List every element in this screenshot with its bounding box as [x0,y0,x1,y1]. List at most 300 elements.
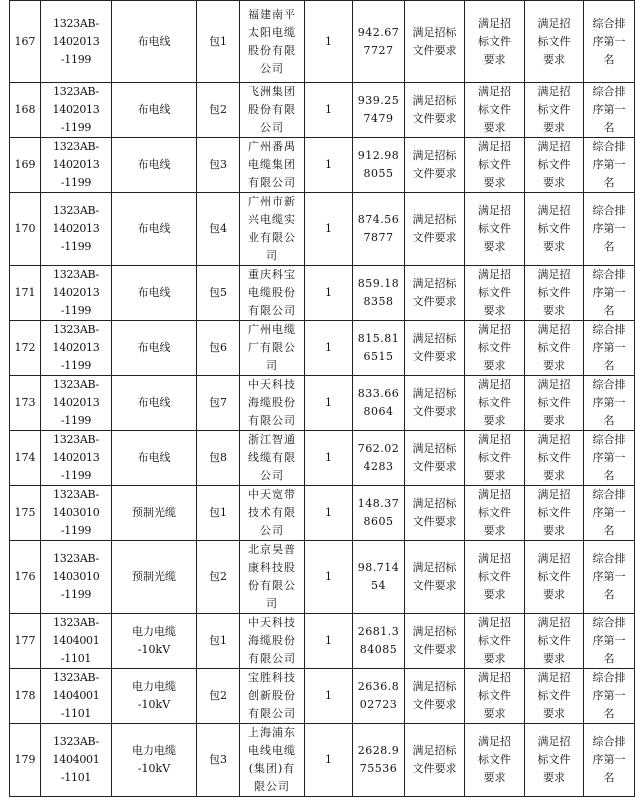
vendor-cell [240,1,305,83]
bid-price-cell-line: 762.02 [357,442,400,455]
rank-cell-line: 综合排 [592,323,626,336]
package-cell: 包8 [197,431,240,486]
qualification-cell-line: 满足招标 [412,25,457,39]
rank-cell-line: 名 [603,469,615,482]
commercial-cell-line: 要求 [543,524,565,537]
qualification-cell [405,321,465,376]
commercial-cell-line: 标文件 [537,222,571,235]
material-code-cell [41,193,112,266]
rank-cell-line: 序第一 [592,286,626,299]
vendor-cell-line: 重庆科宝 [248,268,296,281]
material-code-cell-line: 1323AB- [53,323,99,336]
table-row [10,376,635,431]
technical-cell-line: 满足招 [478,488,511,501]
material-name-cell [112,431,197,486]
package-cell: 包2 [197,669,240,724]
rank-cell-line: 序第一 [592,158,626,171]
material-code-cell-line: -1199 [60,588,92,601]
vendor-cell-line: 公司 [260,469,284,482]
bid-price-cell [353,83,405,138]
bid-price-cell [353,486,405,541]
quantity-cell: 1 [305,138,353,193]
technical-cell [465,83,525,138]
technical-cell-line: 满足招 [478,433,511,446]
material-code-cell-line: -1199 [60,176,92,189]
commercial-cell [525,724,584,797]
material-code-cell [41,669,112,724]
bid-price-cell [353,138,405,193]
quantity-cell: 1 [305,541,353,614]
qualification-cell [405,83,465,138]
vendor-cell-line: 份有限公 [248,579,296,592]
vendor-cell-line: 公司 [260,524,284,537]
bid-price-cell [353,1,405,83]
material-name-cell-line: 电力电缆 [132,625,176,638]
technical-cell-line: 要求 [483,359,506,372]
vendor-cell-line: 业有限公 [248,231,296,244]
bid-price-cell-line: 02723 [359,698,398,711]
vendor-cell [240,138,305,193]
vendor-cell-line: 电线电缆 [248,744,296,757]
qualification-cell-line: 文件要求 [412,515,457,528]
material-code-cell-line: 1323AB- [53,433,99,446]
vendor-cell-line: 公司 [260,121,284,134]
rank-cell-line: 名 [603,588,615,601]
material-code-cell-line: -1199 [60,121,92,134]
commercial-cell-line: 满足招 [537,735,571,748]
material-code-cell-line: 1323AB- [53,16,99,30]
quantity-cell: 1 [305,83,353,138]
table-row [10,321,635,376]
material-code-cell-line: 1323AB- [53,552,99,565]
row-number-cell: 178 [10,669,41,724]
material-code-cell [41,1,112,83]
material-name-cell-line: 预制光缆 [132,506,176,519]
material-code-cell-line: 1402013 [52,34,100,48]
material-code-cell-line: -1199 [60,414,92,427]
material-code-cell-line: -1101 [60,652,92,665]
technical-cell-line: 标文件 [478,341,511,354]
rank-cell-line: 序第一 [592,506,626,519]
package-cell: 包5 [197,266,240,321]
vendor-cell-line: 电缆集团 [248,158,296,171]
qualification-cell-line: 文件要求 [412,43,457,57]
rank-cell-line: 综合排 [592,488,626,501]
commercial-cell-line: 满足招 [537,378,571,391]
material-name-cell [112,669,197,724]
technical-cell-line: 满足招 [478,616,511,629]
rank-cell-line: 综合排 [592,552,626,565]
table-row [10,431,635,486]
material-code-cell-line: 1402013 [52,158,100,171]
row-number-cell: 170 [10,193,41,266]
table-row [10,266,635,321]
technical-cell-line: 标文件 [478,158,511,171]
rank-cell-line: 序第一 [592,689,626,702]
quantity-cell: 1 [305,486,353,541]
technical-cell-line: 标文件 [478,451,511,464]
bid-price-cell-line: 815.81 [357,332,400,345]
qualification-cell-line: 满足招标 [412,387,457,400]
row-number-cell: 174 [10,431,41,486]
material-code-cell [41,321,112,376]
qualification-cell [405,486,465,541]
row-number-cell: 173 [10,376,41,431]
bid-price-cell-line: 8064 [363,405,394,418]
vendor-cell-line: 技术有限 [248,506,296,519]
commercial-cell-line: 要求 [543,707,565,720]
qualification-cell-line: 满足招标 [412,149,457,162]
material-code-cell [41,138,112,193]
bid-price-cell [353,193,405,266]
commercial-cell-line: 要求 [543,240,565,253]
quantity-cell: 1 [305,431,353,486]
rank-cell [584,83,635,138]
qualification-cell [405,193,465,266]
vendor-cell-line: 厂有限公 [248,341,296,354]
material-code-cell [41,83,112,138]
qualification-cell-line: 文件要求 [412,112,457,125]
commercial-cell [525,138,584,193]
vendor-cell [240,266,305,321]
row-number-cell: 176 [10,541,41,614]
rank-cell-line: 序第一 [592,103,626,116]
vendor-cell-line: 电缆股份 [248,286,296,299]
bid-price-cell-line: 912.98 [357,149,400,162]
bid-price-cell-line: 4283 [363,460,394,473]
bid-price-cell-line: 833.66 [357,387,400,400]
commercial-cell [525,376,584,431]
material-name-cell [112,614,197,669]
material-code-cell-line: 1402013 [52,222,100,235]
material-code-cell-line: 1323AB- [53,204,99,217]
rank-cell-line: 综合排 [592,735,626,748]
technical-cell-line: 要求 [483,524,506,537]
commercial-cell [525,431,584,486]
qualification-cell-line: 满足招标 [412,625,457,638]
package-cell: 包7 [197,376,240,431]
bid-price-cell-line: 2628.9 [357,744,400,757]
technical-cell [465,431,525,486]
qualification-cell-line: 文件要求 [412,579,457,592]
qualification-cell [405,431,465,486]
row-number-cell: 175 [10,486,41,541]
row-number-cell: 179 [10,724,41,797]
vendor-cell-line: 福建南平 [248,7,296,21]
technical-cell-line: 满足招 [478,552,511,565]
commercial-cell [525,266,584,321]
qualification-cell-line: 满足招标 [412,744,457,757]
commercial-cell-line: 标文件 [537,506,571,519]
commercial-cell [525,614,584,669]
rank-cell-line: 综合排 [592,204,626,217]
material-name-cell-line: -10kV [137,762,171,775]
vendor-cell-line: 有限公司 [248,707,296,720]
material-code-cell [41,266,112,321]
material-code-cell-line: -1101 [60,771,92,784]
quantity-cell: 1 [305,266,353,321]
qualification-cell-line: 文件要求 [412,231,457,244]
rank-cell-line: 序第一 [592,222,626,235]
technical-cell-line: 标文件 [478,103,511,116]
material-name-cell-line: 布电线 [137,222,171,235]
vendor-cell [240,431,305,486]
commercial-cell-line: 满足招 [537,204,571,217]
material-name-cell-line: -10kV [137,643,171,656]
vendor-cell [240,541,305,614]
bid-price-cell [353,541,405,614]
bid-price-cell-line: 7877 [363,231,394,244]
table-row [10,541,635,614]
commercial-cell-line: 标文件 [537,341,571,354]
package-cell: 包4 [197,193,240,266]
vendor-cell-line: 股份有限 [248,43,296,57]
rank-cell-line: 综合排 [592,378,626,391]
rank-cell-line: 名 [603,52,615,66]
table-row [10,1,635,83]
vendor-cell-line: 有限公司 [248,176,296,189]
rank-cell [584,541,635,614]
technical-cell-line: 要求 [483,240,506,253]
qualification-cell-line: 文件要求 [412,167,457,180]
rank-cell-line: 序第一 [592,753,626,766]
commercial-cell-line: 标文件 [537,34,571,48]
material-name-cell-line: 电力电缆 [132,680,176,693]
commercial-cell-line: 要求 [543,588,565,601]
qualification-cell-line: 满足招标 [412,680,457,693]
qualification-cell-line: 文件要求 [412,762,457,775]
commercial-cell-line: 标文件 [537,396,571,409]
technical-cell [465,614,525,669]
material-name-cell [112,138,197,193]
bid-price-cell [353,724,405,797]
rank-cell-line: 名 [603,414,615,427]
vendor-cell-line: 中天科技 [248,378,296,391]
technical-cell [465,193,525,266]
commercial-cell-line: 要求 [543,469,565,482]
table-row [10,614,635,669]
technical-cell [465,669,525,724]
vendor-cell-line: 创新股份 [248,689,296,702]
bid-price-cell [353,431,405,486]
qualification-cell-line: 满足招标 [412,561,457,574]
technical-cell-line: 要求 [483,707,506,720]
vendor-cell-line: 中天宽带 [248,488,296,501]
vendor-cell [240,193,305,266]
material-code-cell-line: 1404001 [52,689,100,702]
vendor-cell [240,724,305,797]
technical-cell-line: 要求 [483,469,506,482]
material-name-cell-line: 电力电缆 [132,744,176,757]
qualification-cell-line: 满足招标 [412,332,457,345]
bid-price-cell-line: 98.714 [357,561,400,574]
commercial-cell-line: 要求 [543,176,565,189]
technical-cell-line: 满足招 [478,16,511,30]
table-row [10,486,635,541]
table-row [10,83,635,138]
qualification-cell [405,614,465,669]
commercial-cell-line: 满足招 [537,16,571,30]
technical-cell-line: 标文件 [478,286,511,299]
technical-cell [465,541,525,614]
technical-cell-line: 满足招 [478,85,511,98]
material-code-cell-line: -1199 [60,469,92,482]
qualification-cell [405,1,465,83]
bid-price-cell-line: 859.18 [357,277,400,290]
vendor-cell-line: 海缆股份 [248,634,296,647]
package-cell: 包3 [197,138,240,193]
bid-price-cell-line: 2636.8 [357,680,400,693]
rank-cell-line: 综合排 [592,616,626,629]
commercial-cell-line: 满足招 [537,488,571,501]
commercial-cell-line: 标文件 [537,570,571,583]
vendor-cell-line: 广州市新 [248,195,296,208]
technical-cell-line: 标文件 [478,34,511,48]
technical-cell-line: 标文件 [478,689,511,702]
vendor-cell-line: 中天科技 [248,616,296,629]
material-code-cell-line: 1404001 [52,634,100,647]
row-number-cell: 169 [10,138,41,193]
material-name-cell [112,486,197,541]
material-code-cell-line: 1323AB- [53,378,99,391]
rank-cell-line: 序第一 [592,396,626,409]
package-cell: 包6 [197,321,240,376]
material-name-cell [112,83,197,138]
commercial-cell [525,486,584,541]
quantity-cell: 1 [305,724,353,797]
qualification-cell [405,376,465,431]
commercial-cell-line: 标文件 [537,286,571,299]
vendor-cell-line: 兴电缆实 [248,213,296,226]
commercial-cell [525,83,584,138]
rank-cell [584,193,635,266]
bid-price-cell-line: 942.67 [357,25,400,39]
qualification-cell-line: 满足招标 [412,277,457,290]
commercial-cell-line: 要求 [543,414,565,427]
material-name-cell [112,193,197,266]
technical-cell-line: 满足招 [478,735,511,748]
qualification-cell-line: 文件要求 [412,350,457,363]
rank-cell [584,138,635,193]
bid-price-cell-line: 6515 [363,350,394,363]
commercial-cell-line: 标文件 [537,158,571,171]
technical-cell-line: 要求 [483,304,506,317]
technical-cell-line: 满足招 [478,204,511,217]
bid-price-cell [353,614,405,669]
technical-cell-line: 要求 [483,52,506,66]
vendor-cell-line: 北京昊普 [248,543,296,556]
qualification-cell-line: 满足招标 [412,94,457,107]
bid-price-cell [353,321,405,376]
commercial-cell-line: 要求 [543,304,565,317]
quantity-cell: 1 [305,193,353,266]
commercial-cell-line: 标文件 [537,451,571,464]
vendor-cell [240,486,305,541]
material-code-cell-line: 1323AB- [53,488,99,501]
material-code-cell [41,486,112,541]
quantity-cell: 1 [305,321,353,376]
rank-cell [584,431,635,486]
row-number-cell: 172 [10,321,41,376]
material-code-cell-line: -1199 [60,359,92,372]
qualification-cell-line: 满足招标 [412,213,457,226]
material-code-cell-line: 1402013 [52,286,100,299]
vendor-cell-line: 司 [266,597,278,610]
material-name-cell-line: 预制光缆 [132,570,176,583]
technical-cell [465,266,525,321]
material-code-cell-line: 1402013 [52,341,100,354]
bid-price-cell-line: 8605 [363,515,394,528]
commercial-cell-line: 标文件 [537,689,571,702]
technical-cell-line: 要求 [483,588,506,601]
qualification-cell-line: 文件要求 [412,698,457,711]
rank-cell-line: 名 [603,240,615,253]
qualification-cell-line: 文件要求 [412,643,457,656]
rank-cell-line: 综合排 [592,16,626,30]
technical-cell-line: 要求 [483,176,506,189]
material-code-cell [41,724,112,797]
table-row [10,669,635,724]
material-code-cell [41,431,112,486]
technical-cell [465,376,525,431]
technical-cell [465,724,525,797]
rank-cell-line: 序第一 [592,570,626,583]
vendor-cell-line: 上海浦东 [248,726,296,739]
rank-cell-line: 综合排 [592,268,626,281]
vendor-cell-line: 有限公司 [248,414,296,427]
material-code-cell-line: 1403010 [52,506,100,519]
qualification-cell [405,541,465,614]
rank-cell-line: 名 [603,707,615,720]
rank-cell [584,376,635,431]
technical-cell-line: 满足招 [478,378,511,391]
technical-cell-line: 标文件 [478,570,511,583]
technical-cell [465,486,525,541]
technical-cell-line: 满足招 [478,671,511,684]
package-cell: 包3 [197,724,240,797]
vendor-cell-line: (集团)有 [248,762,296,775]
qualification-cell-line: 文件要求 [412,295,457,308]
commercial-cell-line: 要求 [543,121,565,134]
technical-cell-line: 满足招 [478,140,511,153]
material-name-cell [112,1,197,83]
quantity-cell: 1 [305,669,353,724]
commercial-cell [525,669,584,724]
package-cell: 包1 [197,614,240,669]
material-code-cell-line: 1403010 [52,570,100,583]
vendor-cell [240,376,305,431]
rank-cell [584,321,635,376]
row-number-cell: 171 [10,266,41,321]
technical-cell [465,1,525,83]
rank-cell-line: 序第一 [592,634,626,647]
bid-price-cell-line: 874.56 [357,213,400,226]
row-number-cell: 177 [10,614,41,669]
vendor-cell [240,321,305,376]
technical-cell-line: 满足招 [478,323,511,336]
material-code-cell-line: 1404001 [52,753,100,766]
rank-cell [584,266,635,321]
quantity-cell: 1 [305,1,353,83]
material-name-cell-line: 布电线 [137,451,171,464]
table-row [10,193,635,266]
bid-price-cell-line: 939.25 [357,94,400,107]
material-code-cell-line: 1323AB- [53,735,99,748]
material-name-cell [112,321,197,376]
vendor-cell-line: 有限公司 [248,652,296,665]
technical-cell-line: 标文件 [478,506,511,519]
bid-price-cell [353,266,405,321]
